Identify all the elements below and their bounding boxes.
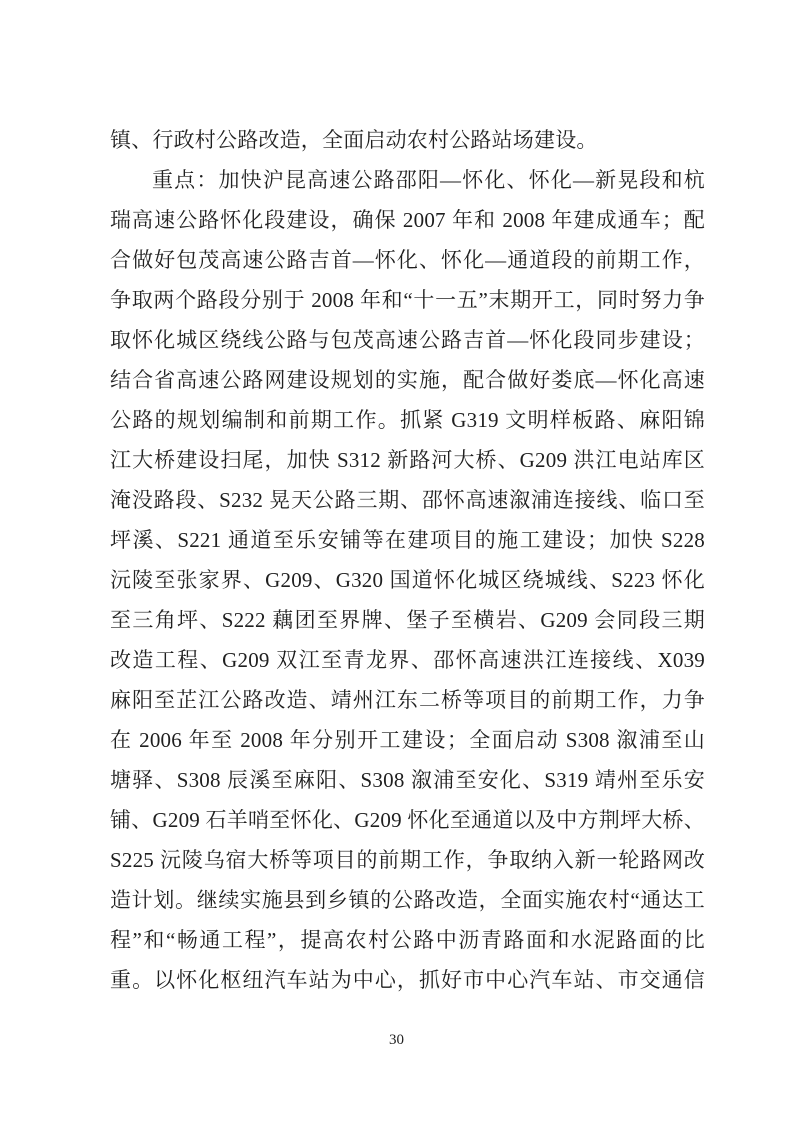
- text-line: 改造工程、G209 双江至青龙界、邵怀高速洪江连接线、X039: [110, 648, 705, 672]
- text-line: S225 沅陵乌宿大桥等项目的前期工作，争取纳入新一轮路网改: [110, 848, 705, 872]
- text-line: 坪溪、S221 通道至乐安铺等在建项目的施工建设；加快 S228: [110, 528, 705, 552]
- text-line: 争取两个路段分别于 2008 年和“十一五”末期开工，同时努力争: [110, 288, 705, 312]
- text-line: 沅陵至张家界、G209、G320 国道怀化城区绕城线、S223 怀化: [110, 568, 705, 592]
- text-line: 铺、G209 石羊哨至怀化、G209 怀化至通道以及中方荆坪大桥、: [110, 808, 705, 832]
- text-line: 公路的规划编制和前期工作。抓紧 G319 文明样板路、麻阳锦: [110, 408, 705, 432]
- text-line: 江大桥建设扫尾，加快 S312 新路河大桥、G209 洪江电站库区: [110, 448, 705, 472]
- text-line: 合做好包茂高速公路吉首—怀化、怀化—通道段的前期工作，: [110, 248, 705, 272]
- text-line: 淹没路段、S232 晃天公路三期、邵怀高速溆浦连接线、临口至: [110, 488, 705, 512]
- text-line: 程”和“畅通工程”，提高农村公路中沥青路面和水泥路面的比: [110, 928, 705, 952]
- text-line: 塘驿、S308 辰溪至麻阳、S308 溆浦至安化、S319 靖州至乐安: [110, 768, 705, 792]
- text-block: [110, 120, 705, 1000]
- text-line: 瑞高速公路怀化段建设，确保 2007 年和 2008 年建成通车；配: [110, 208, 705, 232]
- text-line: 至三角坪、S222 藕团至界牌、堡子至横岩、G209 会同段三期: [110, 608, 705, 632]
- text-line: 结合省高速公路网建设规划的实施，配合做好娄底—怀化高速: [110, 368, 705, 392]
- text-line: 取怀化城区绕线公路与包茂高速公路吉首—怀化段同步建设；: [110, 328, 705, 352]
- text-line: 镇、行政村公路改造，全面启动农村公路站场建设。: [110, 128, 598, 152]
- text-line: 重点：加快沪昆高速公路邵阳—怀化、怀化—新晃段和杭: [152, 168, 705, 192]
- text-line: 麻阳至芷江公路改造、靖州江东二桥等项目的前期工作，力争: [110, 688, 705, 712]
- text-line: 重。以怀化枢纽汽车站为中心，抓好市中心汽车站、市交通信: [110, 968, 705, 992]
- text-line: 在 2006 年至 2008 年分别开工建设；全面启动 S308 溆浦至山: [110, 728, 705, 752]
- page-number: 30: [389, 1032, 404, 1048]
- text-line: 造计划。继续实施县到乡镇的公路改造，全面实施农村“通达工: [110, 888, 705, 912]
